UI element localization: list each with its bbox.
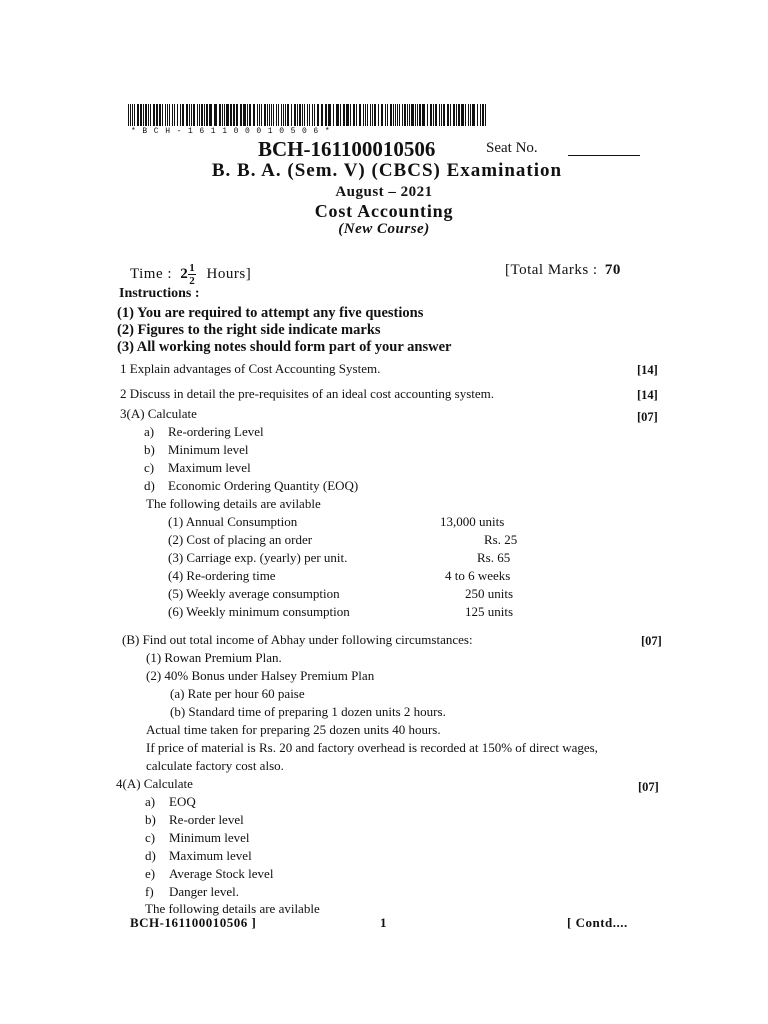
barcode-bar: [240, 104, 242, 126]
time-numerator: 1: [189, 262, 196, 274]
barcode-bar: [374, 104, 376, 126]
time-prefix: Time :: [130, 265, 173, 282]
barcode-bar: [130, 104, 131, 126]
exam-course: (New Course): [338, 221, 430, 237]
barcode-bar: [283, 104, 284, 126]
barcode-bar: [312, 104, 313, 126]
question-1: 1 Explain advantages of Cost Accounting System.: [120, 361, 381, 376]
barcode-bar: [261, 104, 262, 126]
list-item: Average Stock level: [169, 866, 274, 881]
list-item: EOQ: [169, 794, 196, 809]
question-3a: 3(A) Calculate: [120, 406, 197, 421]
details-intro: The following details are avilable: [146, 496, 321, 511]
time-denominator: 2: [189, 275, 196, 287]
barcode-bar: [156, 104, 158, 126]
barcode-bar: [199, 104, 200, 126]
barcode-bar: [186, 104, 188, 126]
exam-title: B. B. A. (Sem. V) (CBCS) Examination: [211, 160, 563, 181]
list-item-label: a): [144, 424, 155, 439]
barcode-bar: [249, 104, 251, 126]
barcode-bar: [409, 104, 410, 126]
barcode-bar: [359, 104, 361, 126]
list-item-label: b): [144, 442, 155, 457]
question-1-marks: [14]: [637, 363, 658, 377]
list-item-label: c): [144, 460, 155, 475]
barcode-bar: [140, 104, 142, 126]
barcode-bar: [177, 104, 178, 126]
barcode-bar: [415, 104, 416, 126]
detail-label: (2) Cost of placing an order: [168, 532, 313, 547]
barcode-bar: [233, 104, 235, 126]
barcode-bar: [435, 104, 437, 126]
barcode-bar: [134, 104, 135, 126]
barcode-bar: [285, 104, 286, 126]
barcode-bar: [247, 104, 248, 126]
exam-subject: Cost Accounting: [314, 201, 454, 221]
barcode-bar: [269, 104, 270, 126]
instruction-item: (2) Figures to the right side indicate marks: [117, 322, 381, 338]
list-item-label: c): [145, 830, 156, 845]
barcode-bar: [281, 104, 282, 126]
barcode-bar: [189, 104, 190, 126]
continued-marker: [ Contd....: [567, 915, 628, 930]
detail-value: 13,000 units: [440, 514, 505, 529]
question-3b: (B) Find out total income of Abhay under following circumstances:: [122, 632, 473, 647]
list-item: Economic Ordering Quantity (EOQ): [168, 478, 359, 493]
barcode-bar: [209, 104, 212, 126]
list-item: Re-order level: [169, 812, 244, 827]
barcode-bar: [387, 104, 388, 126]
barcode-bar: [253, 104, 255, 126]
barcode-bar: [472, 104, 475, 126]
barcode-bar: [417, 104, 418, 126]
barcode-bar: [453, 104, 455, 126]
barcode-bar: [167, 104, 168, 126]
barcode-bar: [353, 104, 355, 126]
barcode-bar: [243, 104, 246, 126]
list-item-label: d): [145, 848, 156, 863]
barcode-bar: [230, 104, 232, 126]
barcode-bar: [343, 104, 345, 126]
barcode-bar: [297, 104, 298, 126]
barcode-bar: [204, 104, 205, 126]
details-intro: The following details are avilable: [145, 901, 320, 916]
barcode-bar: [397, 104, 398, 126]
barcode-bar: [197, 104, 198, 126]
detail-value: Rs. 25: [484, 532, 518, 547]
barcode-bar: [206, 104, 208, 126]
barcode-bar: [193, 104, 195, 126]
barcode-bar: [273, 104, 274, 126]
time-allowed: [130, 262, 251, 287]
footer-paper-code: BCH-161100010506 ]: [130, 915, 257, 930]
list-item-label: f): [145, 884, 154, 899]
barcode-bar: [350, 104, 351, 126]
barcode-bar: [367, 104, 368, 126]
barcode-bar: [365, 104, 366, 126]
barcode-bar: [182, 104, 184, 126]
barcode-bar: [222, 104, 223, 126]
text-line: (1) Rowan Premium Plan.: [146, 650, 282, 665]
list-item-label: a): [145, 794, 156, 809]
barcode-bar: [378, 104, 379, 126]
barcode-bar: [419, 104, 421, 126]
list-item-label: b): [145, 812, 156, 827]
barcode-bar: [148, 104, 149, 126]
barcode-bar: [370, 104, 371, 126]
text-line: Actual time taken for preparing 25 dozen units 40 hours.: [146, 722, 441, 737]
total-marks: [505, 262, 621, 279]
question-4a-marks: [07]: [638, 780, 659, 794]
barcode-bar: [356, 104, 357, 126]
question-3b-marks: [07]: [641, 634, 662, 648]
barcode-bar: [162, 104, 163, 126]
barcode-bar: [214, 104, 217, 126]
text-line: (a) Rate per hour 60 paise: [170, 686, 305, 701]
barcode-bar: [482, 104, 484, 126]
barcode-bar: [340, 104, 341, 126]
barcode-bar: [278, 104, 279, 126]
seat-label: Seat No.: [486, 140, 538, 156]
list-item: Minimum level: [169, 830, 250, 845]
barcode-bar: [402, 104, 403, 126]
question-4a: 4(A) Calculate: [116, 776, 193, 791]
barcode-bar: [150, 104, 151, 126]
barcode-bar: [325, 104, 327, 126]
barcode-digits: *BCH-161100010506*: [131, 127, 337, 136]
barcode-bar: [302, 104, 303, 126]
barcode-bar: [443, 104, 445, 126]
barcode-bar: [480, 104, 481, 126]
time-fraction: [188, 262, 196, 287]
barcode-bar: [264, 104, 266, 126]
list-item-label: d): [144, 478, 155, 493]
barcode-bar: [381, 104, 383, 126]
barcode-bar: [191, 104, 192, 126]
barcode-bar: [321, 104, 323, 126]
barcode-bar: [172, 104, 173, 126]
barcode-bar: [271, 104, 272, 126]
total-marks-value: 70: [604, 262, 621, 278]
barcode-bar: [468, 104, 469, 126]
list-item-label: e): [145, 866, 156, 881]
barcode-bar: [407, 104, 408, 126]
barcode-bar: [165, 104, 166, 126]
barcode-bar: [259, 104, 260, 126]
barcode-bar: [458, 104, 460, 126]
barcode-bar: [294, 104, 296, 126]
list-item: Danger level.: [169, 884, 240, 899]
instruction-item: (1) You are required to attempt any five questions: [117, 305, 424, 321]
barcode-bar: [477, 104, 478, 126]
text-line: (b) Standard time of preparing 1 dozen units 2 hours.: [170, 704, 446, 719]
detail-value: Rs. 65: [477, 550, 511, 565]
barcode-bar: [276, 104, 277, 126]
barcode-bar: [314, 104, 315, 126]
question-2: 2 Discuss in detail the pre-requisites of an ideal cost accounting system.: [120, 386, 495, 401]
barcode-bar: [441, 104, 442, 126]
barcode-bar: [411, 104, 414, 126]
list-item: Maximum level: [168, 460, 251, 475]
barcode-bar: [159, 104, 161, 126]
barcode-bar: [267, 104, 268, 126]
barcode-bar: [174, 104, 175, 126]
barcode-bar: [333, 104, 334, 126]
barcode-bar: [304, 104, 305, 126]
barcode-bar: [224, 104, 225, 126]
barcode-bar: [328, 104, 331, 126]
barcode-bar: [399, 104, 400, 126]
detail-label: (6) Weekly minimum consumption: [168, 604, 350, 619]
paper-code: BCH-161100010506: [258, 137, 436, 161]
barcode-bar: [219, 104, 221, 126]
barcode-bar: [180, 104, 181, 126]
detail-value: 4 to 6 weeks: [445, 568, 511, 583]
barcode-bar: [128, 104, 129, 126]
time-whole: 2: [180, 265, 189, 282]
barcode-bar: [226, 104, 229, 126]
barcode-bar: [201, 104, 203, 126]
barcode-bar: [309, 104, 310, 126]
barcode-bar: [395, 104, 396, 126]
barcode-bar: [465, 104, 466, 126]
barcode-bar: [257, 104, 258, 126]
instructions-heading: Instructions :: [119, 286, 200, 301]
list-item: Maximum level: [169, 848, 252, 863]
barcode-bar: [447, 104, 449, 126]
barcode-bar: [422, 104, 425, 126]
list-item: Minimum level: [168, 442, 249, 457]
barcode-bar: [393, 104, 394, 126]
barcode-bar: [485, 104, 486, 126]
barcode-bar: [236, 104, 238, 126]
barcode: [128, 104, 488, 126]
text-line: If price of material is Rs. 20 and factory overhead is recorded at 150% of direct wages,: [146, 740, 598, 755]
barcode-bar: [390, 104, 392, 126]
barcode-bar: [299, 104, 301, 126]
barcode-bar: [363, 104, 364, 126]
barcode-bar: [470, 104, 471, 126]
text-line: (2) 40% Bonus under Halsey Premium Plan: [146, 668, 375, 683]
barcode-bar: [385, 104, 386, 126]
detail-label: (1) Annual Consumption: [168, 514, 298, 529]
barcode-bar: [317, 104, 319, 126]
barcode-bar: [439, 104, 440, 126]
barcode-bar: [143, 104, 144, 126]
instruction-item: (3) All working notes should form part of your answer: [117, 339, 452, 355]
barcode-bar: [137, 104, 139, 126]
barcode-bar: [461, 104, 464, 126]
detail-value: 125 units: [465, 604, 514, 619]
detail-value: 250 units: [465, 586, 514, 601]
barcode-bar: [433, 104, 434, 126]
detail-label: (4) Re-ordering time: [168, 568, 276, 583]
barcode-bar: [169, 104, 170, 126]
barcode-bar: [427, 104, 428, 126]
page-number: 1: [380, 915, 387, 930]
exam-session: August – 2021: [335, 184, 433, 200]
list-item: Re-ordering Level: [168, 424, 264, 439]
barcode-bar: [291, 104, 292, 126]
barcode-bar: [153, 104, 155, 126]
question-2-marks: [14]: [637, 388, 658, 402]
question-3a-marks: [07]: [637, 410, 658, 424]
barcode-bar: [346, 104, 349, 126]
detail-label: (3) Carriage exp. (yearly) per unit.: [168, 550, 348, 565]
seat-number-line: [568, 155, 640, 156]
barcode-bar: [372, 104, 373, 126]
time-suffix: Hours]: [206, 265, 252, 282]
barcode-bar: [404, 104, 406, 126]
barcode-bar: [430, 104, 432, 126]
barcode-bar: [336, 104, 339, 126]
barcode-bar: [145, 104, 147, 126]
barcode-bar: [450, 104, 451, 126]
text-line: calculate factory cost also.: [146, 758, 284, 773]
total-marks-label: [Total Marks :: [505, 262, 598, 278]
detail-label: (5) Weekly average consumption: [168, 586, 340, 601]
barcode-bar: [456, 104, 457, 126]
barcode-bar: [132, 104, 133, 126]
barcode-bar: [287, 104, 289, 126]
barcode-bar: [307, 104, 308, 126]
